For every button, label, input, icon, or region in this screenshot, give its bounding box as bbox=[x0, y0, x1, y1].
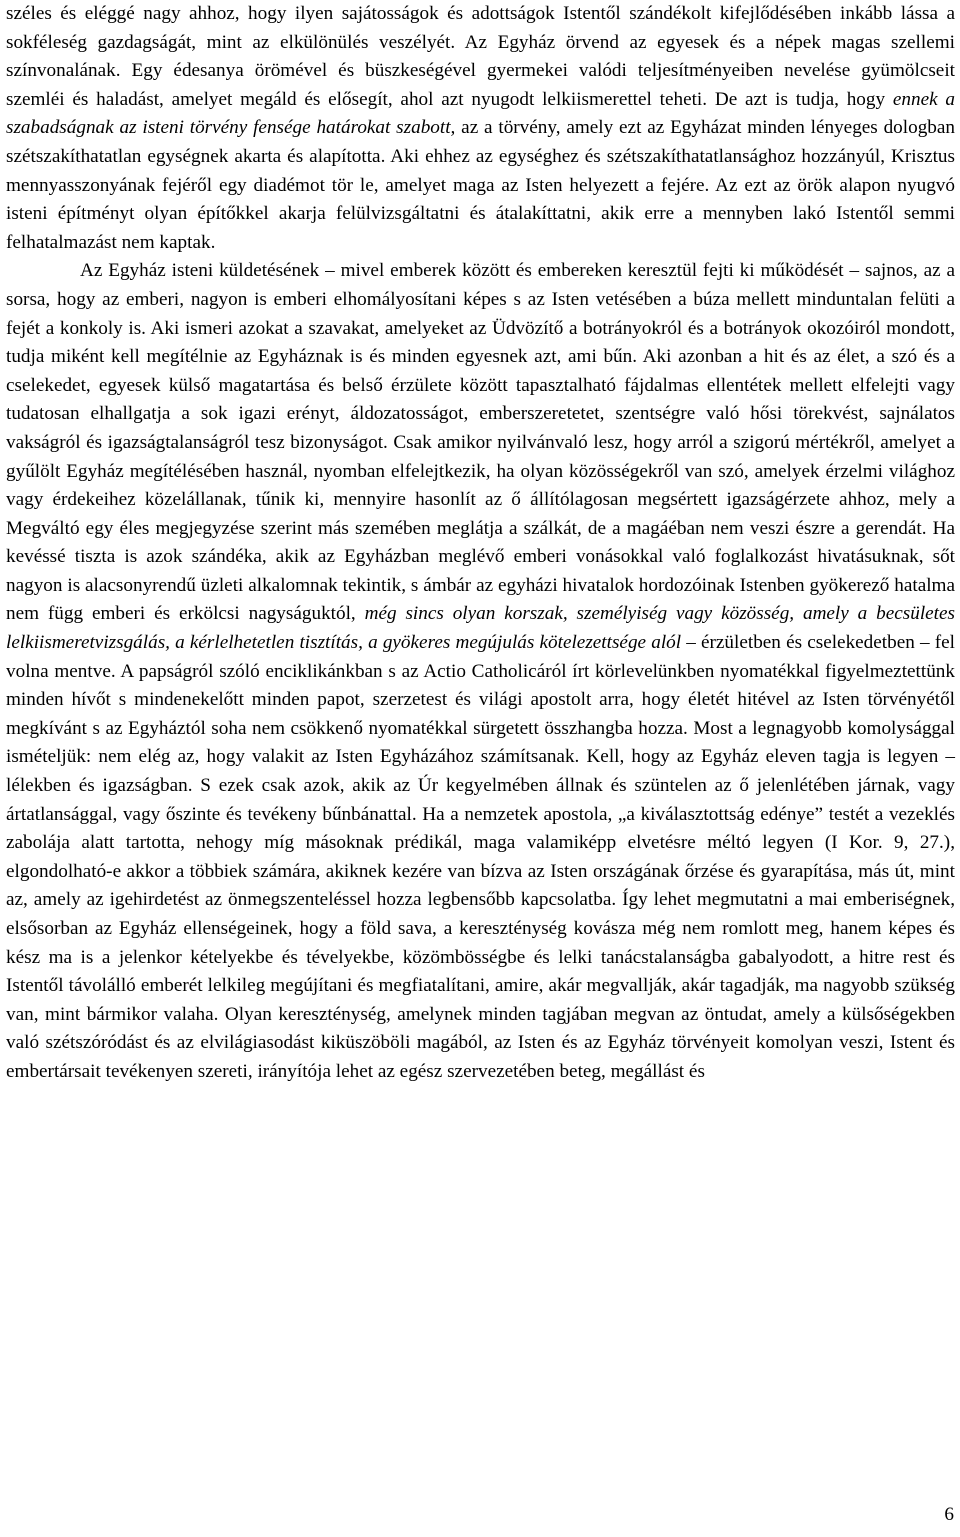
paragraph-2 bbox=[6, 257, 955, 1086]
paragraph-1-italic-text: ennek a szabadságnak az isteni törvény fensége határokat szabott, bbox=[6, 88, 955, 139]
paragraph-1 bbox=[6, 0, 955, 257]
paragraph-2-italic-text: még sincs olyan korszak, személyiség vagy közösség, amely a becsületes lelkiismeretvizsgálás, a kérlelhetetlen tisztítás, a gyökeres megújulás kötelezettsége alól bbox=[6, 603, 955, 654]
document-page bbox=[6, 0, 955, 1087]
paragraph-1-text-1: széles és eléggé nagy ahhoz, hogy ilyen sajátosságok és adottságok Istentől szándékolt kifejlődésében inkább lássa a sokféleség gazdagságát, mint az elkülönülés veszélyét. Az Egyház örvend az egyesek és a népek magas szellemi színvonalának. Egy édesanya örömével és büszkeségével gyermekei valódi teljesítményeiben nevelése gyümölcseit szemléi és haladást, amelyet megáld és elősegít, ahol azt nyugodt lelkiismerettel teheti. De azt is tudja, hogy bbox=[6, 3, 955, 110]
paragraph-1-text-2: az a törvény, amely ezt az Egyházat minden lényeges dologban szétszakíthatatlan egységnek akarta és alapította. Aki ehhez az egységhez és szétszakíthatatlansághoz hozzányúl, Krisztus mennyasszonyának fejéről egy diadémot tör le, amelyet maga az Isten helyezett a fejére. Az ezt az örök alapon nyugvó isteni építményt olyan építőkkel akarja felülvizsgáltatni és átalakíttatni, akik erre a mennyben lakó Istentől semmi felhatalmazást nem kaptak. bbox=[6, 117, 955, 253]
paragraph-2-text-1: Az Egyház isteni küldetésének – mivel emberek között és embereken keresztül fejti ki működését – sajnos, az a sorsa, hogy az emberi, nagyon is emberi elhomályosítani képes s az Isten vetésében a búza mellett minduntalan felüti a fejét a konkoly is. Aki ismeri azokat a szavakat, amelyeket az Üdvözítő a botrányokról és a botrányok okozóiról mondott, tudja miként kell megítélnie az Egyháznak is és minden egyesnek azt, ami bűn. Aki azonban a hit és az élet, a szó és a cselekedet, egyesek külső magatartása és belső érzülete között tapasztalható fájdalmas ellentétek mellett elfelejti vagy tudatosan elhallgatja a sok igazi erényt, áldozatosságot, emberszeretetet, szentségre való hősi törekvést, sajnálatos vakságról és igazságtalanságról tesz bizonyságot. Csak amikor nyilvánvaló lesz, hogy arról a szigorú mértékről, amelyet a gyűlölt Egyház megítélésében használ, nyomban elfelejtkezik, ha olyan közösségekről van szó, amelyek érzelmi világhoz vagy érdekeihez közelállanak, tűnik ki, mennyire hasonlít az ő állítólagosan megsértett igazságérzete ahhoz, mely a Megváltó egy éles megjegyzése szerint más szemében meglátja a szálkát, de a magáéban nem veszi észre a gerendát. Ha kevéssé tiszta is azok szándéka, akik az Egyházban meglévő emberi vonásokkal való foglalkozást hivatásuknak, sőt nagyon is alacsonyrendű üzleti alkalomnak tekintik, s ámbár az egyházi hivatalok hordozóinak Istenben gyökerező hatalma nem függ emberi és erkölcsi nagyságuktól, bbox=[6, 260, 955, 625]
paragraph-2-text-2: – érzületben és cselekedetben – fel volna mentve. A papságról szóló enciklikánkban s az Actio Catholicáról írt körlevelünkben nyomatékkal figyelmeztettünk minden hívőt s mindenekelőtt minden papot, szerzetest és világi apostolt arra, hogy életét hitével az Isten törvényétől megkívánt s az Egyháztól soha nem csökkenő nyomatékkal sürgetett összhangba hozza. Most a legnagyobb komolysággal ismételjük: nem elég az, hogy valakit az Isten Egyházához számítsanak. Kell, hogy az Egyház eleven tagja is legyen – lélekben és igazságban. S ezek csak azok, akik az Úr kegyelmében állnak és szüntelen az ő jelenlétében járnak, vagy ártatlansággal, vagy őszinte és tevékeny bűnbánattal. Ha a nemzetek apostola, „a kiválasztottság edénye” testét a vezeklés zabolája alatt tartotta, nehogy míg másoknak prédikál, maga valamiképp elvetésre méltó legyen (I Kor. 9, 27.), elgondolható-e akkor a többiek számára, akiknek kezére van bízva az Isten országának őrzése és gyarapítása, más út, mint az, amely az igehirdetést az önmegszenteléssel hozza legbensőbb kapcsolatba. Így lehet megmutatni a mai emberiségnek, elsősorban az Egyház ellenségeinek, hogy a föld sava, a kereszténység kovásza még nem romlott meg, hanem képes és kész ma is a jelenkor kételyekbe és tévelyekbe, közömbösségbe és lelki tanácstalanságba gabalyodott, a hitre rest és Istentől távolálló emberét lelkileg megújítani és megfiatalítani, amire, akár megvallják, akár tagadják, ma nagyobb szükség van, mint bármikor valaha. Olyan kereszténység, amelynek minden tagjában megvan az öntudat, amely a külsőségekben való szétszóródást és az elvilágiasodást kiküszöböli magából, az Isten és az Egyház törvényeit komolyan veszi, Istent és embertársait tevékenyen szereti, irányítója lehet az egész szervezetében beteg, megállást és bbox=[6, 632, 955, 1082]
page-number: 6 bbox=[944, 1504, 954, 1525]
